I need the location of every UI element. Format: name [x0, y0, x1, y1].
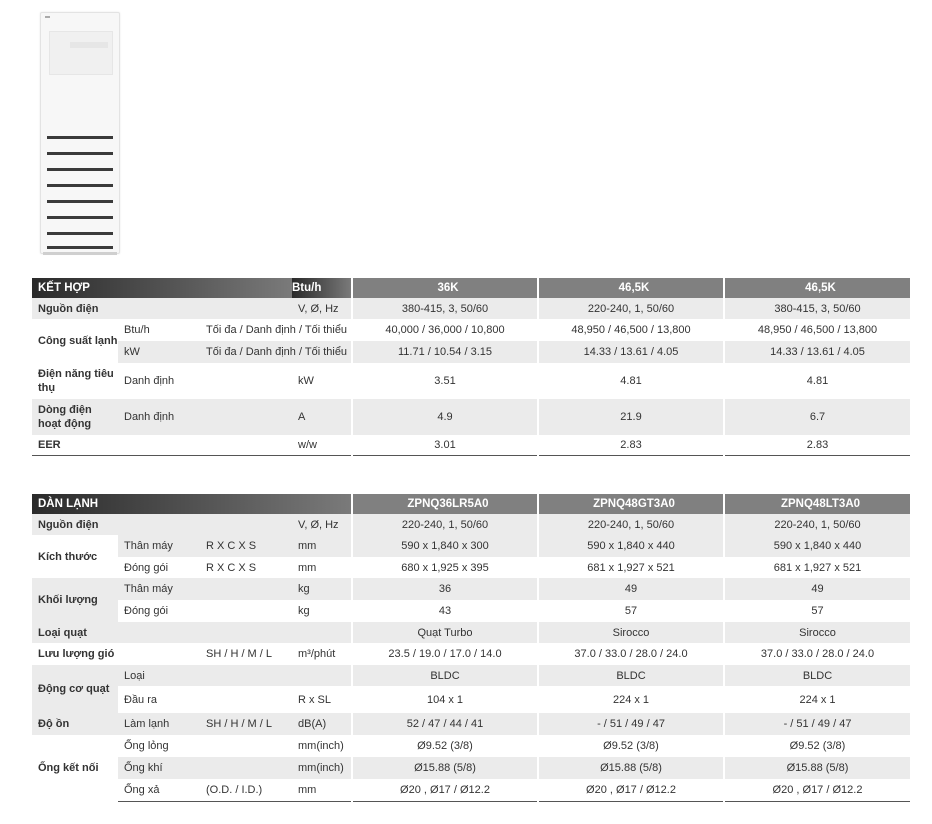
row-label: Nguồn điện [32, 514, 292, 535]
cell-value: 220-240, 1, 50/60 [352, 514, 538, 535]
column-header: 46,5K [724, 278, 910, 298]
cell-value: BLDC [724, 665, 910, 686]
cell-value: 49 [724, 578, 910, 600]
row-label: Khối lượng [32, 578, 118, 622]
cell-value: 21.9 [538, 399, 724, 435]
row-label: Loại quạt [32, 622, 352, 643]
cell-value: 4.81 [724, 363, 910, 399]
cell-value: 590 x 1,840 x 440 [538, 535, 724, 557]
table-row [32, 319, 910, 341]
cell-value: 4.9 [352, 399, 538, 435]
row-sublabel: Ống xả [118, 779, 200, 801]
cell-value: 52 / 47 / 44 / 41 [352, 713, 538, 735]
row-sublabel: Làm lạnh [118, 713, 200, 735]
cell-value: Ø9.52 (3/8) [724, 735, 910, 757]
cell-value: 14.33 / 13.61 / 4.05 [724, 341, 910, 363]
air-vent [47, 200, 113, 203]
cell-value: 57 [538, 600, 724, 622]
table-row [32, 578, 910, 600]
table-row [32, 622, 910, 643]
cell-value: 36 [352, 578, 538, 600]
cell-value: 11.71 / 10.54 / 3.15 [352, 341, 538, 363]
table-row [32, 757, 910, 779]
row-unit: V, Ø, Hz [292, 514, 352, 535]
cell-value: 224 x 1 [724, 686, 910, 713]
row-sublabel: Đóng gói [118, 600, 292, 622]
table-title: DÀN LẠNH [32, 494, 352, 514]
cell-value: 681 x 1,927 x 521 [538, 557, 724, 578]
cell-value: 37.0 / 33.0 / 28.0 / 24.0 [724, 643, 910, 665]
row-unit: mm(inch) [292, 757, 352, 779]
row-unit: w/w [292, 435, 352, 455]
table-row [32, 713, 910, 735]
row-unit: m³/phút [292, 643, 352, 665]
row-label: Động cơ quạt [32, 665, 118, 713]
table-row [32, 514, 910, 535]
column-header: ZPNQ48GT3A0 [538, 494, 724, 514]
cell-value: 680 x 1,925 x 395 [352, 557, 538, 578]
cell-value: Ø20 , Ø17 / Ø12.2 [538, 779, 724, 801]
cell-value: Sirocco [538, 622, 724, 643]
row-desc: SH / H / M / L [200, 643, 292, 665]
cell-value: 224 x 1 [538, 686, 724, 713]
air-vent [47, 216, 113, 219]
row-sublabel: Thân máy [118, 578, 292, 600]
table-header [32, 278, 910, 298]
row-unit: kg [292, 578, 352, 600]
cell-value: 220-240, 1, 50/60 [538, 514, 724, 535]
row-label: Dòng điện hoạt động [32, 399, 118, 435]
cell-value: 23.5 / 19.0 / 17.0 / 14.0 [352, 643, 538, 665]
air-vent [47, 152, 113, 155]
cell-value: Ø15.88 (5/8) [352, 757, 538, 779]
cell-value: Ø9.52 (3/8) [538, 735, 724, 757]
row-sublabel: Btu/h [118, 319, 200, 341]
cell-value: 220-240, 1, 50/60 [538, 298, 724, 319]
cell-value: Ø20 , Ø17 / Ø12.2 [724, 779, 910, 801]
column-header: 36K [352, 278, 538, 298]
row-desc: R X C X S [200, 535, 292, 557]
cell-value: 49 [538, 578, 724, 600]
row-desc: (O.D. / I.D.) [200, 779, 292, 801]
row-desc: Tối đa / Danh định / Tối thiểu [200, 319, 352, 341]
row-sublabel: Đóng gói [118, 557, 200, 578]
cell-value: 380-415, 3, 50/60 [352, 298, 538, 319]
combination-spec-table [32, 278, 910, 456]
row-unit: A [292, 399, 352, 435]
row-sublabel: kW [118, 341, 200, 363]
row-desc: SH / H / M / L [200, 713, 292, 735]
row-label: Lưu lượng gió [32, 643, 200, 665]
cell-value: 57 [724, 600, 910, 622]
cell-value: 590 x 1,840 x 300 [352, 535, 538, 557]
table-row [32, 735, 910, 757]
row-unit: V, Ø, Hz [292, 298, 352, 319]
table-row [32, 363, 910, 399]
table-row [32, 557, 910, 578]
air-vent [47, 246, 113, 249]
cell-value: BLDC [352, 665, 538, 686]
unit-header: Btu/h [292, 278, 352, 298]
row-sublabel: Thân máy [118, 535, 200, 557]
cell-value: 4.81 [538, 363, 724, 399]
row-unit: mm [292, 557, 352, 578]
cell-value: BLDC [538, 665, 724, 686]
table-header [32, 494, 910, 514]
cell-value: Sirocco [724, 622, 910, 643]
cell-value: 2.83 [538, 435, 724, 455]
table-row [32, 779, 910, 801]
cell-value: 220-240, 1, 50/60 [724, 514, 910, 535]
cell-value: Ø15.88 (5/8) [538, 757, 724, 779]
table-row [32, 435, 910, 455]
cell-value: - / 51 / 49 / 47 [538, 713, 724, 735]
cell-value: 40,000 / 36,000 / 10,800 [352, 319, 538, 341]
row-unit: mm(inch) [292, 735, 352, 757]
table-row [32, 686, 910, 713]
air-vent [47, 168, 113, 171]
cell-value: 681 x 1,927 x 521 [724, 557, 910, 578]
air-vent [47, 184, 113, 187]
cell-value: 48,950 / 46,500 / 13,800 [724, 319, 910, 341]
cell-value: Ø9.52 (3/8) [352, 735, 538, 757]
table-title: KẾT HỢP [32, 278, 292, 298]
table-row [32, 399, 910, 435]
cell-value: 2.83 [724, 435, 910, 455]
cell-value: 6.7 [724, 399, 910, 435]
row-label: Nguồn điện [32, 298, 292, 319]
cell-value: - / 51 / 49 / 47 [724, 713, 910, 735]
table-row [32, 298, 910, 319]
table-row [32, 535, 910, 557]
indoor-unit-spec-table [32, 494, 910, 802]
row-label: Kích thước [32, 535, 118, 578]
row-sublabel: Ống lỏng [118, 735, 292, 757]
row-sublabel: Ống khí [118, 757, 292, 779]
column-header: ZPNQ36LR5A0 [352, 494, 538, 514]
row-desc: R X C X S [200, 557, 292, 578]
row-unit: mm [292, 779, 352, 801]
table-row [32, 600, 910, 622]
column-header: 46,5K [538, 278, 724, 298]
row-unit: R x SL [292, 686, 352, 713]
cell-value: 3.01 [352, 435, 538, 455]
row-unit: kg [292, 600, 352, 622]
cell-value: 104 x 1 [352, 686, 538, 713]
table-row [32, 643, 910, 665]
row-unit: kW [292, 363, 352, 399]
cell-value: Quạt Turbo [352, 622, 538, 643]
row-sublabel: Đầu ra [118, 686, 292, 713]
column-header: ZPNQ48LT3A0 [724, 494, 910, 514]
base [43, 252, 117, 255]
row-desc: Tối đa / Danh định / Tối thiểu [200, 341, 352, 363]
cell-value: Ø20 , Ø17 / Ø12.2 [352, 779, 538, 801]
table-row [32, 341, 910, 363]
logo-mark [45, 16, 50, 18]
cell-value: 3.51 [352, 363, 538, 399]
row-unit: dB(A) [292, 713, 352, 735]
row-sublabel: Loại [118, 665, 352, 686]
display-panel [49, 31, 113, 75]
air-vent [47, 232, 113, 235]
cell-value: 590 x 1,840 x 440 [724, 535, 910, 557]
table-row [32, 665, 910, 686]
cell-value: 380-415, 3, 50/60 [724, 298, 910, 319]
cell-value: 37.0 / 33.0 / 28.0 / 24.0 [538, 643, 724, 665]
row-label: Công suất lạnh [32, 319, 118, 363]
air-vent [47, 136, 113, 139]
row-label: EER [32, 435, 292, 455]
row-unit: mm [292, 535, 352, 557]
row-label: Độ ồn [32, 713, 118, 735]
row-label: Điện năng tiêu thụ [32, 363, 118, 399]
cell-value: 48,950 / 46,500 / 13,800 [538, 319, 724, 341]
row-sublabel: Danh định [118, 363, 292, 399]
row-sublabel: Danh định [118, 399, 292, 435]
product-image [40, 12, 120, 254]
cell-value: 43 [352, 600, 538, 622]
row-label: Ống kết nối [32, 735, 118, 801]
cell-value: 14.33 / 13.61 / 4.05 [538, 341, 724, 363]
cell-value: Ø15.88 (5/8) [724, 757, 910, 779]
